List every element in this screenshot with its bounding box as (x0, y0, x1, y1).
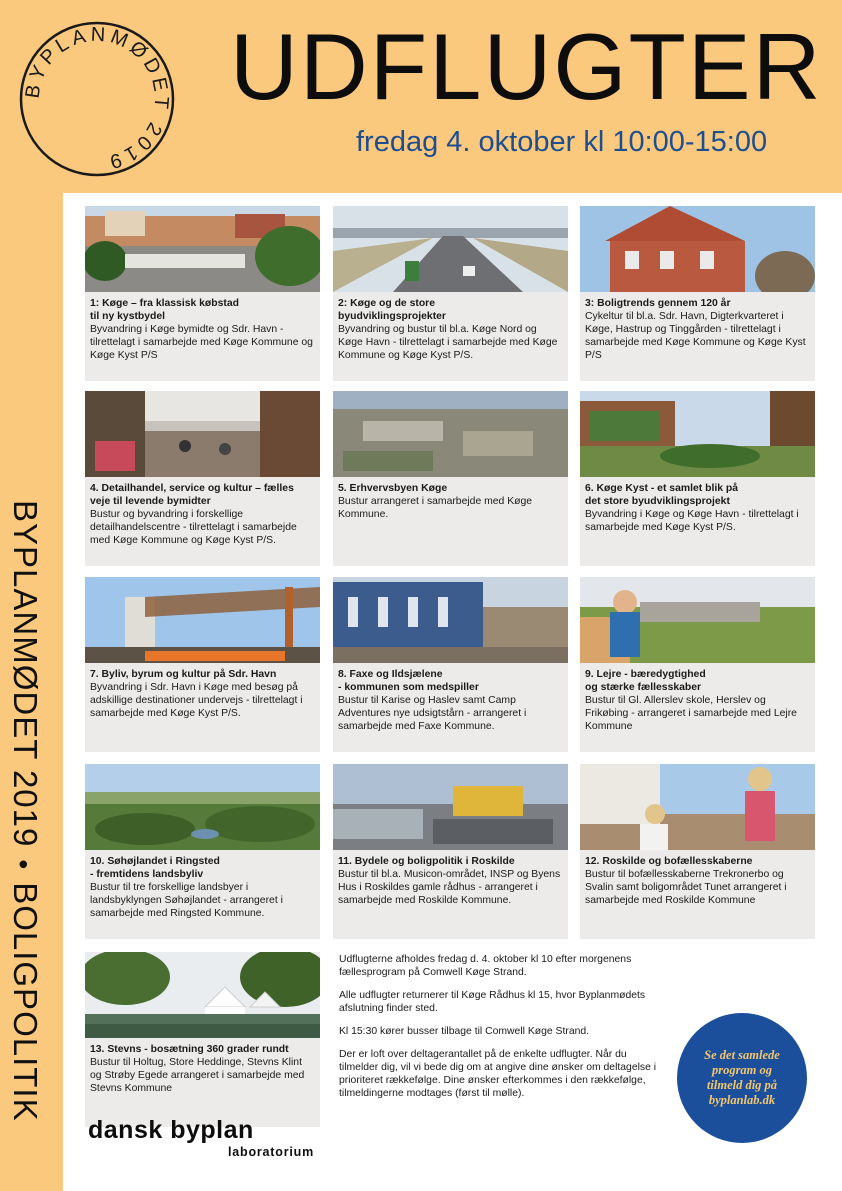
excursion-description: Bustur til Gl. Allerslev skole, Herslev og Frikøbing - arrangeret i samarbejde med Lejre Kommune (585, 695, 797, 732)
excursion-title: 13. Stevns - bosætning 360 grader rundt (90, 1044, 289, 1055)
info-paragraph: Alle udflugter returnerer til Køge Rådhus kl 15, hvor Byplanmødets afslutning finder sted. (339, 990, 646, 1014)
logo-main-text: dansk byplan (88, 1116, 254, 1144)
tents-lake-photo (85, 952, 320, 1038)
highway-photo (333, 206, 568, 292)
excursion-title: 4. Detailhandel, service og kultur – fælles veje til levende bymidter (90, 483, 294, 507)
side-title-right: BOLIGPOLITIK (7, 882, 44, 1122)
excursion-title: 11. Bydele og boligpolitik i Roskilde (338, 856, 515, 867)
excursion-title: 12. Roskilde og bofællesskaberne (585, 856, 753, 867)
excursion-card (580, 764, 815, 939)
excursion-title: 7. Byliv, byrum og kultur på Sdr. Havn (90, 669, 277, 680)
excursion-description: Bustur og byvandring i forskellige detailhandelscentre - tilrettelagt i samarbejde med Køge Kommune og Køge Kyst P/S. (90, 509, 297, 546)
excursion-card (85, 577, 320, 752)
excursion-card (580, 391, 815, 566)
info-paragraph: Kl 15:30 kører busser tilbage til Comwell Køge Strand. (339, 1026, 590, 1037)
landscape-photo (85, 764, 320, 850)
green-courtyard-photo (580, 391, 815, 477)
excursion-title: 1: Køge – fra klassisk købstad til ny kystbydel (90, 298, 239, 322)
excursion-description: Byvandring i Køge og Køge Havn - tilrettelagt i samarbejde med Køge Kyst P/S. (585, 509, 799, 533)
page-title: UDFLUGTER (230, 14, 823, 119)
vertical-side-title (9, 500, 42, 1122)
excursion-description: Cykeltur til bl.a. Sdr. Havn, Digterkvarteret i Køge, Hastrup og Tinggården - tilrettelagt i samarbejde med Køge Kommune og Køge Kyst P/S (585, 311, 806, 361)
excursion-card (85, 206, 320, 381)
excursion-title: 8. Faxe og Ildsjælene - kommunen som medspiller (338, 669, 479, 693)
children-playing-photo (580, 764, 815, 850)
signup-badge-text: Se det samlede program og tilmeld dig på byplanlab.dk (704, 1048, 780, 1107)
excursion-description: Bustur til bl.a. Musicon-området, INSP og Byens Hus i Roskildes gamle rådhus - arrangeret i samarbejde med Roskilde Kommune. (338, 869, 561, 906)
excursion-card (333, 764, 568, 939)
page-subtitle: fredag 4. oktober kl 10:00-15:00 (356, 126, 768, 158)
signup-badge[interactable] (677, 1013, 807, 1143)
excursion-description: Bustur til bofællesskaberne Trekronerbo og Svalin samt boligområdet Tunet arrangeret i samarbejde med Roskilde Kommune (585, 869, 787, 906)
excursion-card (580, 206, 815, 381)
excursion-description: Bustur til Holtug, Store Heddinge, Stevns Klint og Strøby Egede arrangeret i samarbejde med Stevns Kommune (90, 1057, 305, 1094)
excursion-title: 3: Boligtrends gennem 120 år (585, 298, 731, 309)
excursion-title: 2: Køge og de store byudviklingsprojekter (338, 298, 446, 322)
svg-text:BYPLANMØDET 2019: BYPLANMØDET 2019 (21, 23, 173, 174)
excursion-card (333, 391, 568, 566)
info-paragraph: Udflugterne afholdes fredag d. 4. oktober kl 10 efter morgenens fællesprogram på Comwell Køge Strand. (339, 954, 632, 978)
excursion-description: Bustur arrangeret i samarbejde med Køge Kommune. (338, 496, 533, 520)
side-title-separator: • (8, 859, 39, 871)
shopping-street-photo (85, 391, 320, 477)
excursion-card (580, 577, 815, 752)
blue-building-photo (333, 577, 568, 663)
excursion-description: Bustur til Karise og Haslev samt Camp Adventures nye udsigtstårn - arrangeret i samarbejde med Faxe Kommune. (338, 695, 527, 732)
excursion-card (85, 764, 320, 939)
dansk-byplan-logo (88, 1118, 318, 1159)
excursion-card (85, 391, 320, 566)
excursion-title: 9. Lejre - bæredygtighed og stærke fællesskaber (585, 669, 706, 693)
excursion-description: Byvandring i Køge bymidte og Sdr. Havn - tilrettelagt i samarbejde med Køge Kommune og Køge Kyst P/S (90, 324, 313, 361)
side-title-left: BYPLANMØDET 2019 (7, 500, 44, 848)
excursion-description: Byvandring i Sdr. Havn i Køge med besøg på adskillige destinationer undervejs - tilrettelagt i samarbejde med Køge Kyst P/S. (90, 682, 303, 719)
excursion-card (333, 577, 568, 752)
excursion-card (333, 206, 568, 381)
excursion-description: Byvandring og bustur til bl.a. Køge Nord og Køge Havn - tilrettelagt i samarbejde med Køge Kommune og Køge Kyst P/S. (338, 324, 558, 361)
aerial-harbour-photo (333, 391, 568, 477)
excursion-description: Bustur til tre forskellige landsbyer i landsbyklyngen Søhøjlandet - arrangeret i samarbejde med Ringsted Kommune. (90, 882, 283, 919)
excursion-card (85, 952, 320, 1127)
brick-house-photo (580, 206, 815, 292)
practical-info (339, 953, 659, 1110)
market-square-photo (85, 206, 320, 292)
child-field-photo (580, 577, 815, 663)
pumpkin-pavilion-photo (85, 577, 320, 663)
musicon-photo (333, 764, 568, 850)
excursion-title: 10. Søhøjlandet i Ringsted - fremtidens landsbyliv (90, 856, 220, 880)
excursion-title: 6. Køge Kyst - et samlet blik på det store byudviklingsprojekt (585, 483, 739, 507)
excursion-title: 5. Erhvervsbyen Køge (338, 483, 448, 494)
info-paragraph: Der er loft over deltagerantallet på de enkelte udflugter. Når du tilmelder dig, vil vi bede dig om at angive dine ønsker om deltagelse i prioriteret rækkefølge. Dine ønsker efterkommes i den rækkefølge, tilmeldingerne modtages (først til mølle). (339, 1049, 657, 1099)
logo-sub-text: laboratorium (228, 1145, 314, 1159)
byplanmodet-seal (18, 20, 176, 178)
